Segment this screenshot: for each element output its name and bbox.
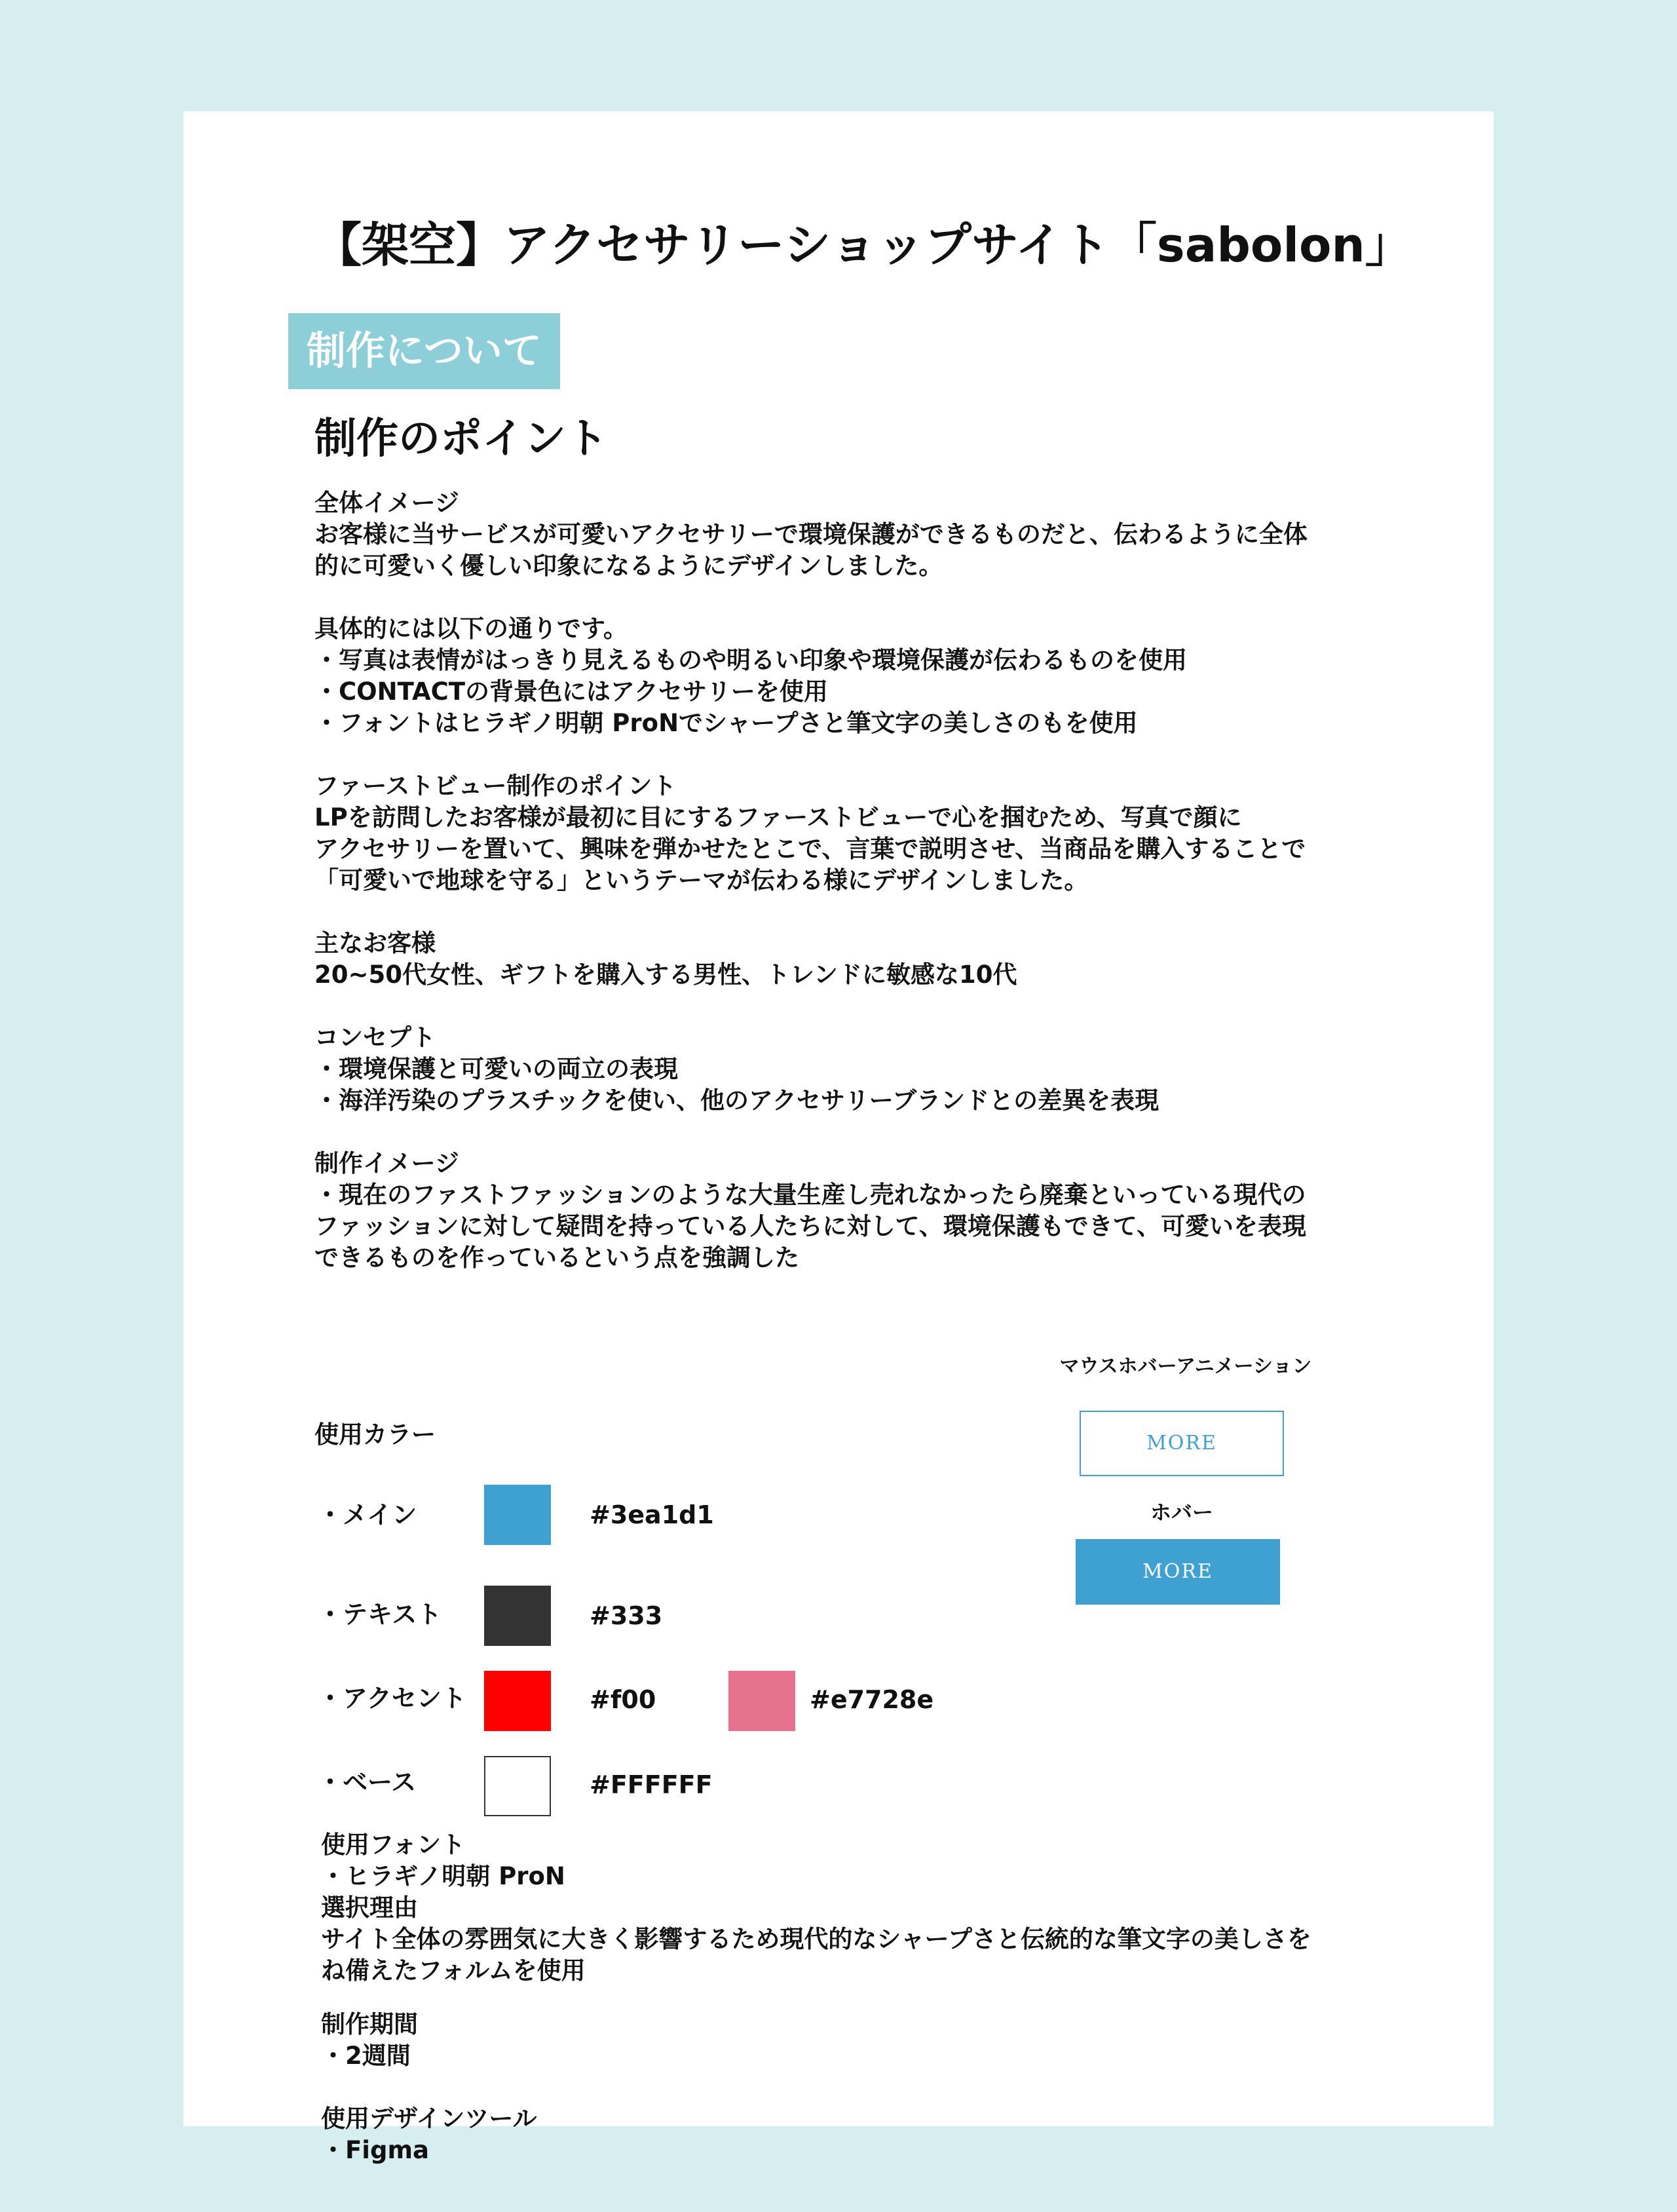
hover-label: ホバー xyxy=(1150,1500,1213,1525)
first-view-heading: ファーストビュー制作のポイント xyxy=(314,772,677,800)
color-main-hex: #3ea1d1 xyxy=(590,1500,714,1529)
period-section xyxy=(321,2009,418,2072)
tools-line: ・Figma xyxy=(321,2136,429,2164)
color-base-hex: #FFFFFF xyxy=(590,1770,713,1799)
production-image-line: ・現在のファストファッションのような大量生産し売れなかったら廃棄といっている現代の xyxy=(314,1181,1306,1209)
colors-heading: 使用カラー xyxy=(314,1421,436,1449)
specifics-line: ・フォントはヒラギノ明朝 ProNでシャープさと筆文字の美しさのもを使用 xyxy=(314,709,1138,737)
hover-animation-title: マウスホバーアニメーション xyxy=(1059,1355,1312,1378)
color-main-label: ・メイン xyxy=(318,1500,417,1529)
color-text-hex: #333 xyxy=(590,1601,663,1630)
tools-heading: 使用デザインツール xyxy=(321,2105,537,2133)
fonts-reason-line: サイト全体の雰囲気に大きく影響するため現代的なシャープさと伝統的な筆文字の美しさを xyxy=(321,1925,1311,1953)
overall-image-heading: 全体イメージ xyxy=(314,489,459,517)
color-accent-label: ・アクセント xyxy=(318,1684,466,1713)
tools-section xyxy=(321,2103,537,2166)
fonts-section xyxy=(321,1829,1311,1987)
overall-image-line: お客様に当サービスが可愛いアクセサリーで環境保護ができるものだと、伝わるように全体 xyxy=(314,520,1308,548)
concept-line: ・環境保護と可愛いの両立の表現 xyxy=(314,1055,678,1083)
concept-heading: コンセプト xyxy=(314,1023,436,1052)
fonts-reason-line: ね備えたフォルムを使用 xyxy=(321,1956,586,1985)
concept-line: ・海洋汚染のプラスチックを使い、他のアクセサリーブランドとの差異を表現 xyxy=(314,1086,1159,1115)
concept-section xyxy=(314,1022,1159,1116)
first-view-section xyxy=(314,771,1306,896)
more-button[interactable]: MORE xyxy=(1080,1411,1284,1476)
specifics-heading: 具体的には以下の通りです。 xyxy=(314,615,628,643)
customers-section xyxy=(314,928,1017,991)
specifics-section xyxy=(314,613,1187,739)
color-text-label: ・テキスト xyxy=(318,1600,442,1629)
section-label: 制作について xyxy=(288,313,560,389)
overall-image-line: 的に可愛いく優しい印象になるようにデザインしました。 xyxy=(314,552,943,580)
overall-image-section xyxy=(314,487,1308,582)
first-view-line: LPを訪問したお客様が最初に目にするファーストビューで心を掴むため、写真で顔に xyxy=(314,803,1242,831)
production-image-line: ファッションに対して疑問を持っている人たちに対して、環境保護もできて、可愛いを表現 xyxy=(314,1212,1307,1240)
production-points-heading: 制作のポイント xyxy=(314,415,608,463)
fonts-heading: 使用フォント xyxy=(321,1831,466,1859)
customers-line: 20~50代女性、ギフトを購入する男性、トレンドに敏感な10代 xyxy=(314,961,1017,989)
period-heading: 制作期間 xyxy=(321,2010,418,2038)
production-image-heading: 制作イメージ xyxy=(314,1149,459,1177)
content-sheet xyxy=(183,111,1494,2164)
color-accent-hex: #f00 xyxy=(590,1685,656,1714)
more-button-hover[interactable]: MORE xyxy=(1076,1539,1280,1605)
fonts-reason-heading: 選択理由 xyxy=(321,1894,418,1922)
specifics-line: ・写真は表情がはっきり見えるものや明るい印象や環境保護が伝わるものを使用 xyxy=(314,646,1187,674)
color-main-swatch xyxy=(484,1485,551,1545)
production-image-line: できるものを作っているという点を強調した xyxy=(314,1244,799,1272)
period-line: ・2週間 xyxy=(321,2042,411,2070)
fonts-line: ・ヒラギノ明朝 ProN xyxy=(321,1862,565,1890)
color-base-swatch xyxy=(484,1756,551,1816)
first-view-line: 「可愛いで地球を守る」というテーマが伝わる様にデザインしました。 xyxy=(314,866,1089,894)
color-base-label: ・ベース xyxy=(318,1768,417,1797)
page-title: 【架空】アクセサリーショップサイト「sabolon」 xyxy=(314,218,1412,273)
color-accent-swatch xyxy=(484,1671,551,1731)
color-text-swatch xyxy=(484,1586,551,1646)
production-image-section xyxy=(314,1148,1306,1274)
color-accent-swatch-2 xyxy=(728,1671,795,1731)
first-view-line: アクセサリーを置いて、興味を弾かせたとこで、言葉で説明させ、当商品を購入することで xyxy=(314,835,1306,863)
color-accent-hex-2: #e7728e xyxy=(810,1685,934,1714)
customers-heading: 主なお客様 xyxy=(314,929,436,957)
specifics-line: ・CONTACTの背景色にはアクセサリーを使用 xyxy=(314,677,828,706)
